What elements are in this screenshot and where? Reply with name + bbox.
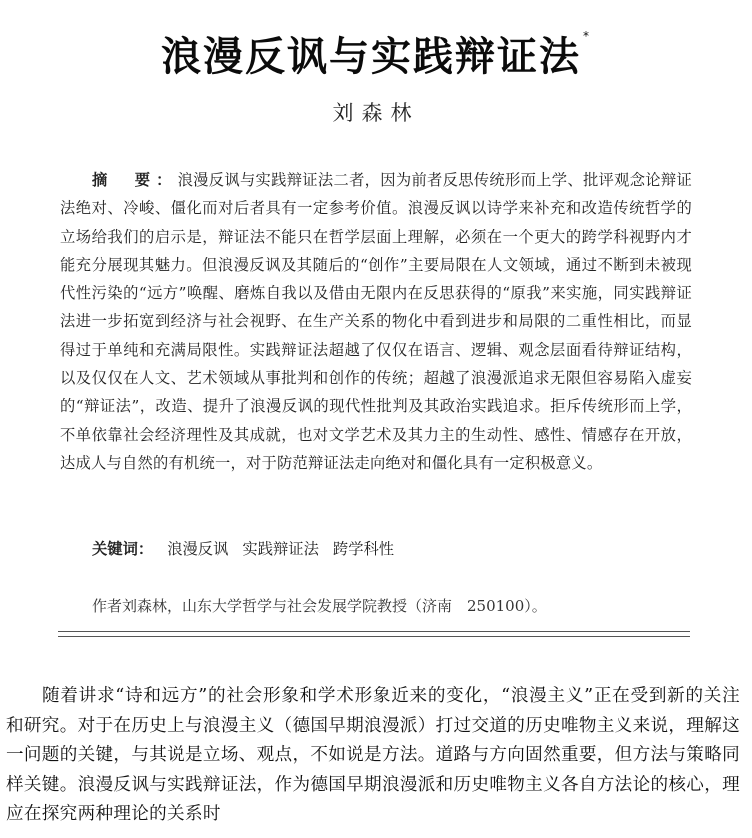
abstract-label: 摘 要：	[92, 171, 178, 189]
abstract	[60, 166, 692, 477]
keyword-item: 跨学科性	[332, 540, 395, 558]
body-paragraph: 随着讲求“诗和远方”的社会形象和学术形象近来的变化，“浪漫主义”正在受到新的关注和研究。对于在历史上与浪漫主义（德国早期浪漫派）打过交道的历史唯物主义来说，理解这一问题的关键，与其说是立场、观点，不如说是方法。道路与方向固然重要，但方法与策略同样关键。浪漫反讽与实践辩证法，作为德国早期浪漫派和历史唯物主义各自方法论的核心，理应在探究两种理论的关系时	[6, 686, 740, 825]
keyword-item: 浪漫反讽	[167, 540, 229, 558]
title-footnote-mark: *	[583, 29, 591, 43]
article-title	[0, 8, 752, 85]
keywords-label: 关键词：	[92, 540, 154, 558]
keywords	[92, 535, 692, 563]
section-divider	[58, 631, 690, 632]
abstract-text: 浪漫反讽与实践辩证法二者，因为前者反思传统形而上学、批评观念论辩证法绝对、冷峻、僵化而对后者具有一定参考价值。浪漫反讽以诗学来补充和改造传统哲学的立场给我们的启示是，辩证法不能只在哲学层面上理解，必须在一个更大的跨学科视野内才能充分展现其魅力。但浪漫反讽及其随后的“创作”主要局限在人文领域，通过不断到未被现代性污染的“远方”唤醒、磨炼自我以及借由无限内在反思获得的“原我”来实施，同实践辩证法进一步拓宽到经济与社会视野、在生产关系的物化中看到进步和局限的二重性相比，而显得过于单纯和充满局限性。实践辩证法超越了仅仅在语言、逻辑、观念层面看待辩证结构，以及仅仅在人文、艺术领域从事批判和创作的传统；超越了浪漫派追求无限但容易陷入虚妄的“辩证法”，改造、提升了浪漫反讽的现代性批判及其政治实践追求。拒斥传统形而上学，不单依靠社会经济理性及其成就，也对文学艺术及其力主的生动性、感性、情感存在开放，达成人与自然的有机统一，对于防范辩证法走向绝对和僵化具有一定积极意义。	[60, 171, 692, 472]
section-divider	[58, 636, 690, 637]
title-text: 浪漫反讽与实践辩证法	[161, 34, 581, 80]
author-footnote: 作者刘森林，山东大学哲学与社会发展学院教授（济南 250100）。	[92, 597, 547, 615]
keyword-item: 实践辩证法	[242, 540, 319, 558]
author-name: 刘森林	[332, 101, 420, 125]
